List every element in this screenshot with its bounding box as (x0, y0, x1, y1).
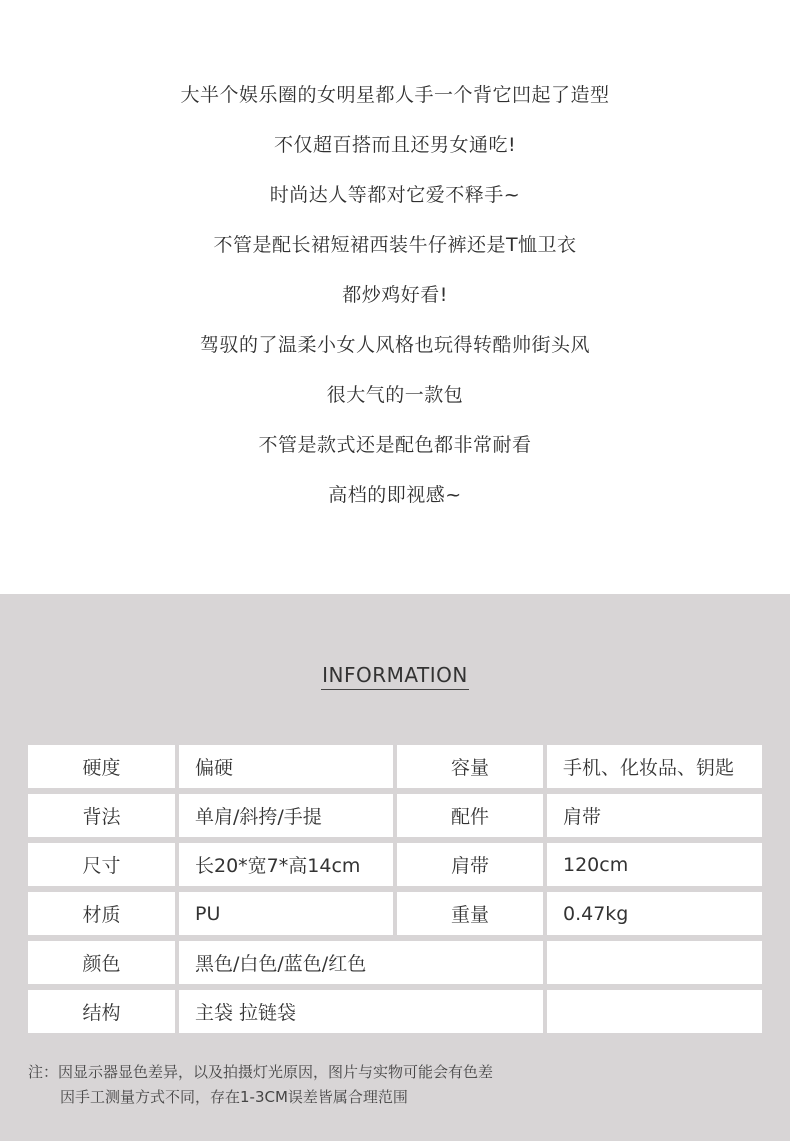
spec-label-material: 材质 (28, 892, 175, 935)
information-section (0, 594, 790, 1141)
description-line: 很大气的一款包 (326, 384, 464, 406)
spec-label-carry: 背法 (28, 794, 175, 837)
spec-label-weight: 重量 (397, 892, 543, 935)
description-line: 不管是配长裙短裙西装牛仔裤还是T恤卫衣 (213, 234, 577, 256)
spec-value-weight: 0.47kg (547, 892, 762, 935)
description-line: 大半个娱乐圈的女明星都人手一个背它凹起了造型 (180, 84, 610, 106)
spec-label-size: 尺寸 (28, 843, 175, 886)
spec-empty-cell (547, 990, 762, 1033)
description-line: 不仅超百搭而且还男女通吃! (273, 134, 517, 156)
description-line: 驾驭的了温柔小女人风格也玩得转酷帅街头风 (199, 334, 590, 356)
spec-value-hardness: 偏硬 (179, 745, 393, 788)
spec-label-strap: 肩带 (397, 843, 543, 886)
spec-empty-cell (547, 941, 762, 984)
description-line: 高档的即视感~ (328, 484, 462, 506)
description-line: 不管是款式还是配色都非常耐看 (258, 434, 532, 456)
spec-table (28, 745, 762, 1033)
description-line: 时尚达人等都对它爱不释手~ (269, 184, 521, 206)
spec-value-size: 长20*宽7*高14cm (179, 843, 393, 886)
spec-label-hardness: 硬度 (28, 745, 175, 788)
description-line: 都炒鸡好看! (342, 284, 448, 306)
information-heading (0, 663, 790, 690)
disclaimer-note: 注：因显示器显色差异，以及拍摄灯光原因，图片与实物可能会有色差 (28, 1063, 494, 1081)
spec-label-accessory: 配件 (397, 794, 543, 837)
disclaimer-note: 因手工测量方式不同，存在1-3CM误差皆属合理范围 (60, 1088, 408, 1106)
spec-label-structure: 结构 (28, 990, 175, 1033)
spec-label-color: 颜色 (28, 941, 175, 984)
spec-label-capacity: 容量 (397, 745, 543, 788)
spec-value-capacity: 手机、化妆品、钥匙 (547, 745, 762, 788)
spec-value-structure: 主袋 拉链袋 (179, 990, 543, 1033)
spec-value-strap: 120cm (547, 843, 762, 886)
spec-value-color: 黑色/白色/蓝色/红色 (179, 941, 543, 984)
spec-value-accessory: 肩带 (547, 794, 762, 837)
information-heading-text: INFORMATION (321, 663, 469, 690)
spec-value-carry: 单肩/斜挎/手提 (179, 794, 393, 837)
spec-value-material: PU (179, 892, 393, 935)
